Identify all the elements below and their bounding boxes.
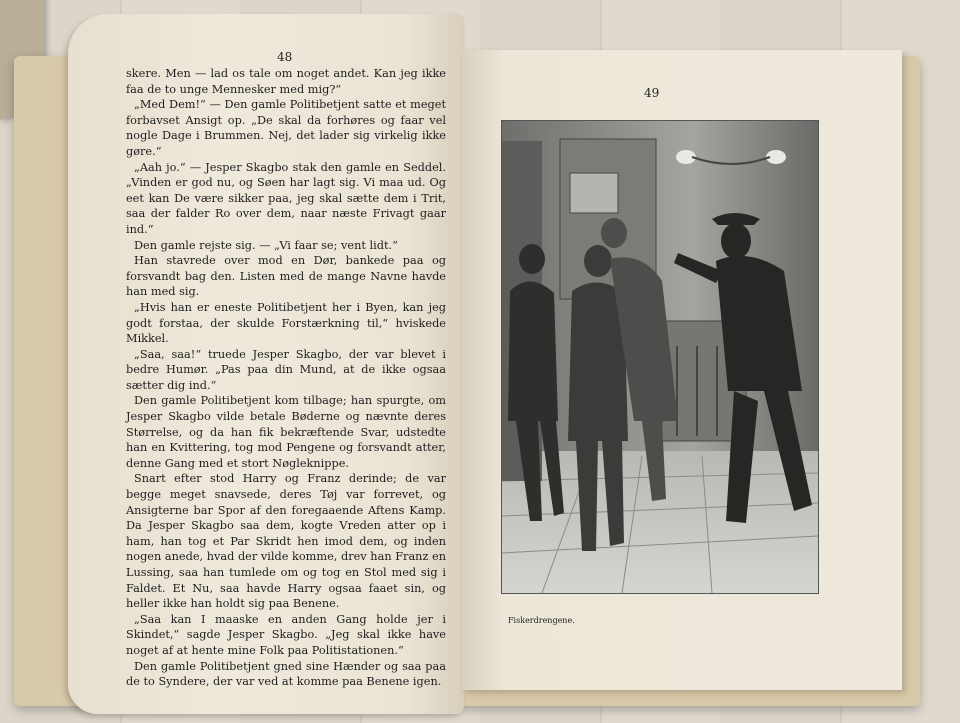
illustration: [501, 120, 819, 594]
paragraph: Den gamle rejste sig. — „Vi faar se; vent lidt.“: [134, 238, 398, 252]
illustration-drawing: [502, 121, 818, 593]
paragraph: Den gamle Politibetjent kom tilbage; han spurgte, om Jesper Skagbo vilde betale Bøderne og nævnte deres Størrelse, og da han fik bekræftende Svar, udstedte han en Kvittering, tog mod Pengene og forsvandt atter, denne Gang med et stort Nøgleknippe.: [126, 394, 446, 470]
paragraph: Snart efter stod Harry og Franz derinde; de var begge meget snavsede, deres Tøj var forrevet, og Ansigterne bar Spor af den foregaaende Aftens Kamp. Da Jesper Skagbo saa dem, kogte Vreden atter op i ham, han tog et Par Skridt hen imod dem, og inden nogen anede, hvad der vilde komme, drev han Franz en Lussing, saa han tumlede om og tog en Stol med sig i Faldet. Et Nu, saa havde Harry ogsaa faaet sin, og heller ikke han holdt sig paa Benene.: [126, 472, 446, 611]
paragraph: „Med Dem!“ — Den gamle Politibetjent satte et meget forbavset Ansigt op. „De skal da forhøres og faar vel nogle Dage i Brummen. Nej, det lader sig virkelig ikke gøre.“: [126, 98, 446, 158]
paragraph: „Hvis han er eneste Politibetjent her i Byen, kan jeg godt forstaa, der skulde Forstærkning til,“ hviskede Mikkel.: [126, 300, 446, 346]
paragraph: Den gamle Politibetjent gned sine Hænder og saa paa de to Syndere, der var ved at komme paa Benene igen.: [126, 659, 446, 689]
right-page-number: 49: [644, 86, 660, 100]
paragraph: „Saa kan I maaske en anden Gang holde jer i Skindet,“ sagde Jesper Skagbo. „Jeg skal ikke have noget af at hente mine Folk paa Politistationen.“: [126, 612, 446, 657]
left-page-text: [126, 66, 446, 690]
paragraph: „Aah jo.“ — Jesper Skagbo stak den gamle en Seddel. „Vinden er god nu, og Søen har lagt sig. Vi maa ud. Og eet kan De være sikker paa, jeg skal sætte dem i Trit, saa der falder Ro over dem, naar næste Frivagt gaar ind.“: [126, 160, 446, 236]
left-page-number: 48: [277, 50, 293, 64]
illustration-caption: Fiskerdrengene.: [508, 616, 575, 625]
paragraph: skere. Men — lad os tale om noget andet. Kan jeg ikke faa de to unge Mennesker med mig?“: [126, 67, 446, 96]
paragraph: „Saa, saa!“ truede Jesper Skagbo, der var blevet i bedre Humør. „Pas paa din Mund, at de ikke ogsaa sætter dig ind.“: [126, 347, 446, 392]
paragraph: Han stavrede over mod en Dør, bankede paa og forsvandt bag den. Listen med de mange Navne havde han med sig.: [126, 254, 446, 299]
